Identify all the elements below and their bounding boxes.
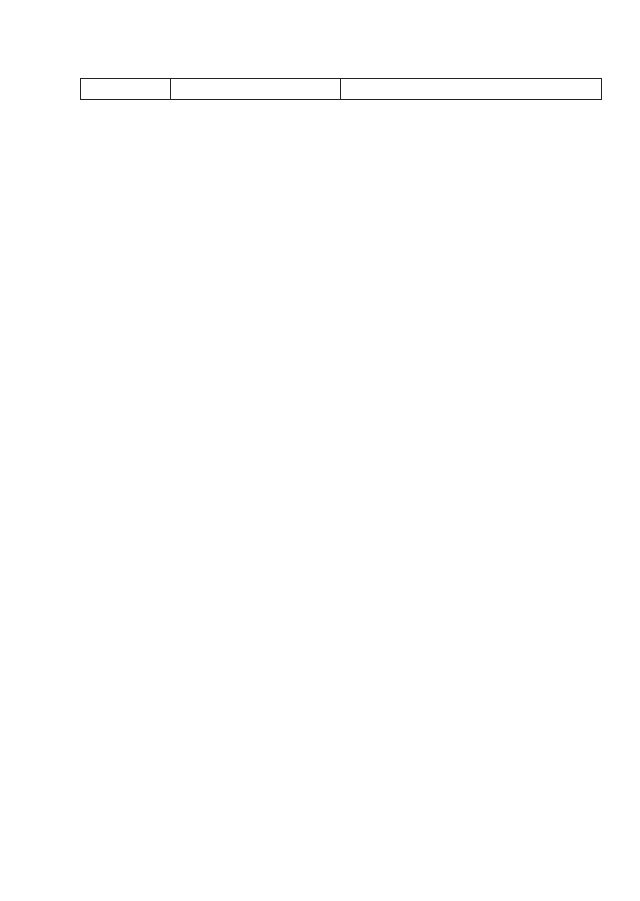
table-header-row: [81, 79, 602, 100]
header-location: [171, 79, 341, 100]
header-characteristics: [341, 79, 602, 100]
characteristics-table: [80, 78, 602, 100]
header-structure: [81, 79, 171, 100]
